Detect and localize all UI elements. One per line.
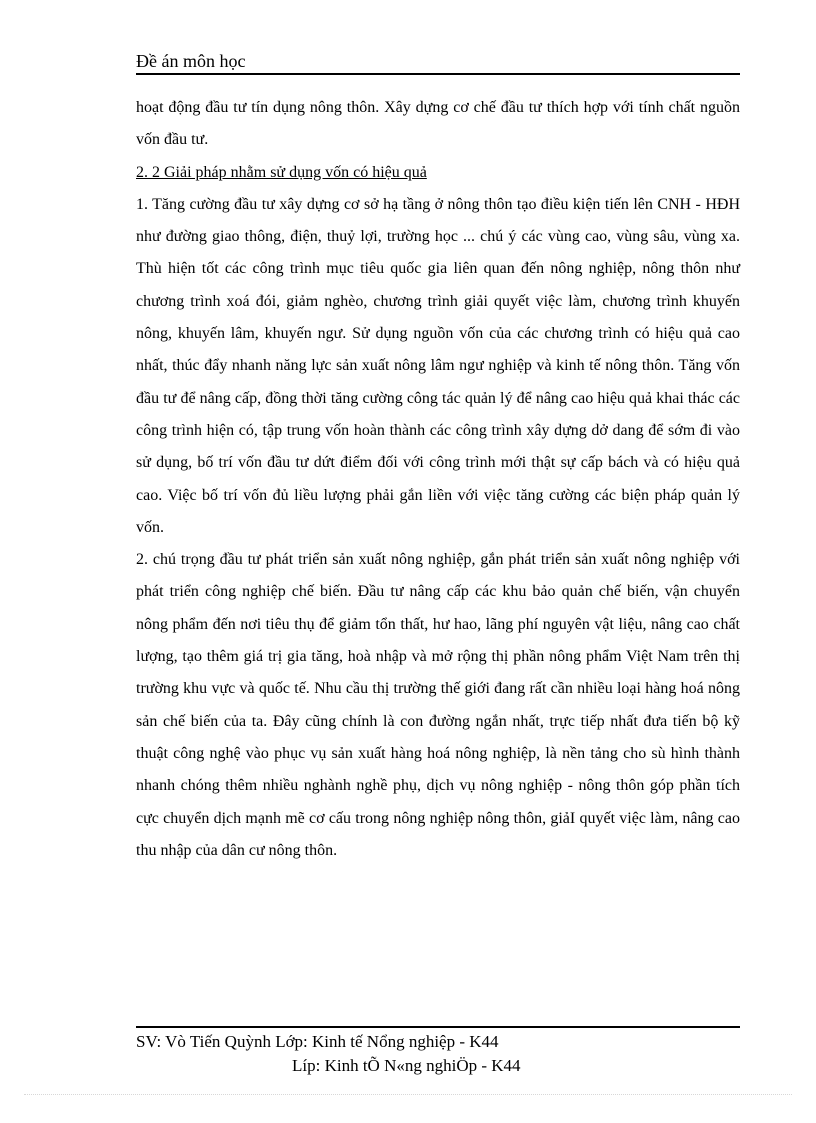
paragraph-intro: hoạt động đầu tư tín dụng nông thôn. Xây dựng cơ chế đầu tư thích hợp với tính chất nguồn vốn đầu tư. [136,99,740,149]
header-rule [136,73,740,75]
document-body [136,92,740,867]
footer-line-2: Líp: Kinh tÕ N«ng nghiÖp - K44 [292,1056,521,1075]
page-bottom-dotted-border [24,1094,792,1095]
paragraph-2: 2. chú trọng đầu tư phát triển sản xuất nông nghiệp, gắn phát triển sản xuất nông nghiệp với phát triển công nghiệp chế biến. Đầu tư nâng cấp các khu bảo quản chế biến, vận chuyển nông phẩm đến nơi tiêu thụ để giảm tổn thất, hư hao, lãng phí nguyên vật liệu, nâng cao chất lượng, tạo thêm giá trị gia tăng, hoà nhập và mở rộng thị phần nông phẩm Việt Nam trên thị trường khu vực và quốc tế. Nhu cầu thị trường thế giới đang rất cần nhiều loại hàng hoá nông sản chế biến của ta. Đây cũng chính là con đường ngắn nhất, trực tiếp nhất đưa tiến bộ kỹ thuật công nghệ vào phục vụ sản xuất hàng hoá nông nghiệp, là nền tảng cho sù hình thành nhanh chóng thêm nhiều nghành nghề phụ, dịch vụ nông nghiệp - nông thôn góp phần tích cực chuyển dịch mạnh mẽ cơ cấu trong nông nghiệp nông thôn, giảI quyết việc làm, nâng cao thu nhập của dân cư nông thôn. [136,551,740,859]
section-heading: 2. 2 Giải pháp nhằm sử dụng vốn có hiệu quả [136,163,427,181]
footer-rule [136,1026,740,1028]
footer-line-1: SV: Vò Tiến Quỳnh Lớp: Kinh tế Nổng nghiệp - K44 [136,1032,499,1051]
paragraph-1: 1. Tăng cường đầu tư xây dựng cơ sở hạ tầng ở nông thôn tạo điều kiện tiến lên CNH - HĐH như đường giao thông, điện, thuỷ lợi, trường học ... chú ý các vùng cao, vùng sâu, vùng xa. Thù hiện tốt các công trình mục tiêu quốc gia liên quan đến nông nghiệp, nông thôn như chương trình xoá đói, giảm nghèo, chương trình giải quyết việc làm, chương trình khuyến nông, khuyến lâm, khuyến ngư. Sử dụng nguồn vốn của các chương trình có hiệu quả cao nhất, thúc đẩy nhanh năng lực sản xuất nông lâm ngư nghiệp và kinh tế nông thôn. Tăng vốn đầu tư để nâng cấp, đồng thời tăng cường công tác quản lý để nâng cao hiệu quả khai thác các công trình hiện có, tập trung vốn hoàn thành các công trình xây dựng dở dang để sớm đi vào sử dụng, bố trí vốn đầu tư dứt điểm đối với công trình mới thật sự cấp bách và có hiệu quả cao. Việc bố trí vốn đủ liều lượng phải gắn liền với việc tăng cường các biện pháp quản lý vốn. [136,195,740,536]
page-header-title: Đề án môn học [136,51,246,71]
